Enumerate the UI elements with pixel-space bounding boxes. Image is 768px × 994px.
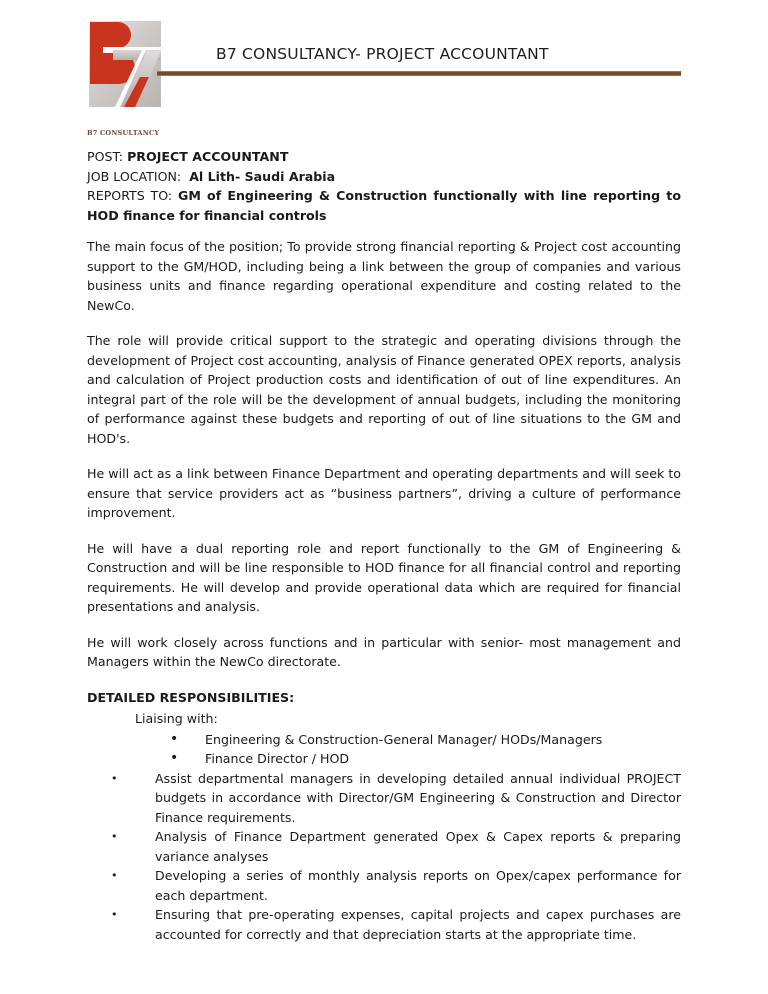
bullet-icon: • [111, 908, 118, 921]
meta-post-label: POST: [87, 149, 124, 164]
bullet-icon: • [111, 869, 118, 882]
paragraph: The main focus of the position; To provide strong financial reporting & Project cost accounting support to the GM/HOD, including being a link between the group of companies and various business units and finance regarding operational expenditure and costing related to the NewCo. [87, 239, 681, 313]
list-item-text: Finance Director / HOD [205, 751, 350, 766]
page-title: B7 CONSULTANCY- PROJECT ACCOUNTANT [216, 45, 549, 63]
bullet-icon: • [170, 730, 179, 747]
meta-post [87, 147, 681, 167]
list-item [87, 769, 681, 828]
logo-mark-icon [87, 19, 163, 109]
meta-location-value: Al Lith- Saudi Arabia [189, 168, 336, 184]
liaising-list [87, 730, 681, 769]
list-item-text: Developing a series of monthly analysis reports on Opex/capex performance for each department. [155, 868, 681, 903]
bullet-icon: • [111, 771, 118, 785]
job-meta-block [87, 147, 681, 225]
meta-post-value: PROJECT ACCOUNTANT [127, 149, 289, 164]
responsibilities-list [87, 769, 681, 945]
paragraph: The role will provide critical support to the strategic and operating divisions through the development of Project cost accounting, analysis of Finance generated OPEX reports, analysis and calculation of Project production costs and identification of out of line expenditures. An integral part of the role will be the development of annual budgets, including the monitoring of performance against these budgets and reporting of out of line situations to the GM and HOD's. [87, 333, 681, 446]
divider-line-bottom [157, 75, 681, 76]
list-item [87, 905, 681, 944]
list-item-text: Ensuring that pre-operating expenses, capital projects and capex purchases are accounted for correctly and that depreciation starts at the appropriate time. [155, 907, 681, 942]
list-item-text: Engineering & Construction-General Manager/ HODs/Managers [205, 731, 603, 747]
bullet-icon: • [170, 750, 179, 766]
paragraph: He will act as a link between Finance Department and operating departments and will seek to ensure that service providers act as “business partners”, driving a culture of performance improvement. [87, 466, 681, 520]
b7-consultancy-logo [87, 19, 163, 137]
meta-location [87, 167, 681, 187]
logo-caption: B7 CONSULTANCY [87, 129, 160, 137]
list-item [87, 730, 681, 750]
meta-reports-value: GM of Engineering & Construction functionally with line reporting to HOD finance for financial controls [87, 188, 681, 223]
meta-reports-label: REPORTS TO: [87, 188, 173, 203]
list-item-text: Assist departmental managers in developing detailed annual individual PROJECT budgets in accordance with Director/GM Engineering & Construction and Director Finance requirements. [155, 770, 681, 825]
section-heading-detailed-responsibilities: DETAILED RESPONSIBILITIES: [87, 689, 295, 705]
document-body [87, 147, 681, 944]
list-item [87, 866, 681, 905]
list-item-text: Analysis of Finance Department generated Opex & Capex reports & preparing variance analyses [155, 829, 681, 864]
list-item [87, 749, 681, 769]
meta-location-label: JOB LOCATION: [87, 168, 182, 184]
paragraph: He will work closely across functions and in particular with senior- most management and Managers within the NewCo directorate. [87, 634, 681, 669]
meta-reports-to [87, 186, 681, 225]
liaising-with-label: Liaising with: [135, 711, 218, 726]
document-header [0, 0, 768, 140]
bullet-icon: • [111, 830, 118, 843]
paragraph: He will have a dual reporting role and report functionally to the GM of Engineering & Construction and will be line responsible to HOD finance for all financial control and reporting requirements. He will develop and provide operational data which are required for financial presentations and analysis. [87, 540, 681, 614]
header-divider [157, 71, 681, 76]
list-item [87, 827, 681, 866]
